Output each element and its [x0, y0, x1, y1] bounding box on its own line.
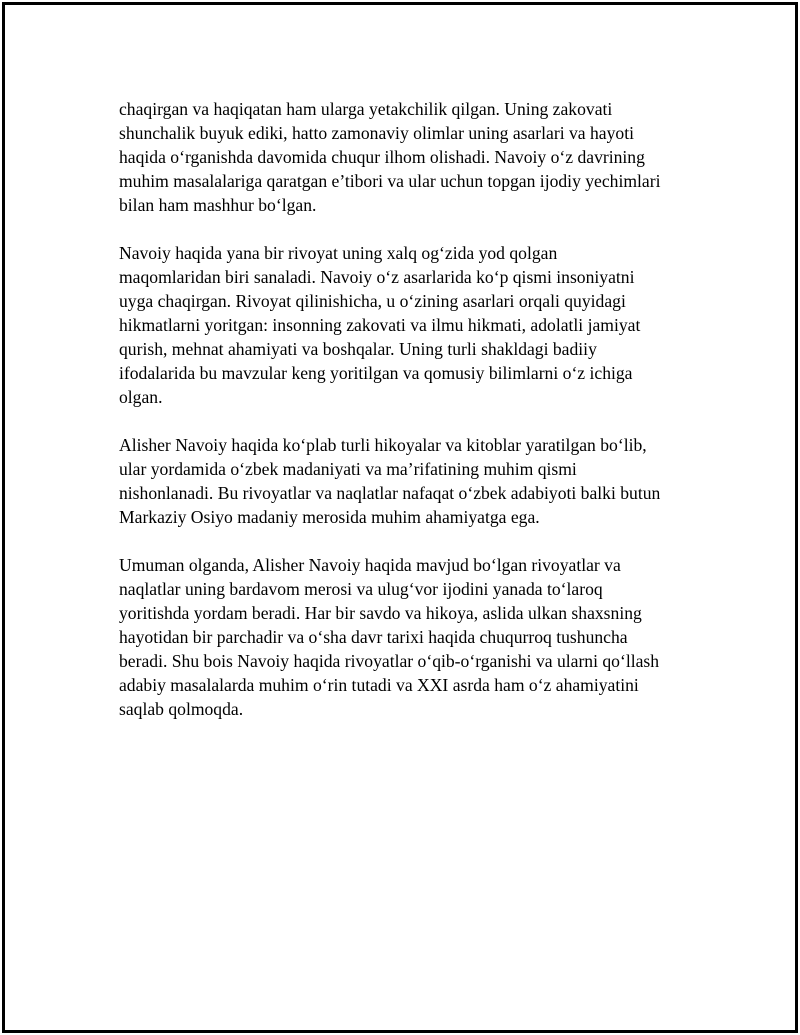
paragraph-3	[119, 433, 699, 529]
text-line: bilan ham mashhur bo‘lgan.	[119, 195, 317, 215]
text-line: muhim masalalariga qaratgan e’tibori va ular uchun topgan ijodiy yechimlari	[119, 171, 661, 191]
text-line: chaqirgan va haqiqatan ham ularga yetakchilik qilgan. Uning zakovati	[119, 99, 613, 119]
paragraph-4	[119, 553, 699, 721]
paragraph-1	[119, 97, 699, 217]
text-line: qurish, mehnat ahamiyati va boshqalar. Uning turli shakldagi badiiy	[119, 339, 597, 359]
text-line: maqomlaridan biri sanaladi. Navoiy o‘z asarlarida ko‘p qismi insoniyatni	[119, 267, 635, 287]
text-line: ular yordamida o‘zbek madaniyati va ma’rifatining muhim qismi	[119, 459, 577, 479]
page-frame	[2, 2, 798, 1033]
document-body	[119, 97, 699, 745]
text-line: nishonlanadi. Bu rivoyatlar va naqlatlar nafaqat o‘zbek adabiyoti balki butun	[119, 483, 661, 503]
text-line: naqlatlar uning bardavom merosi va ulug‘vor ijodini yanada to‘laroq	[119, 579, 603, 599]
text-line: Navoiy haqida yana bir rivoyat uning xalq og‘zida yod qolgan	[119, 243, 558, 263]
paragraph-2	[119, 241, 699, 409]
text-line: saqlab qolmoqda.	[119, 699, 244, 719]
text-line: Markaziy Osiyo madaniy merosida muhim ahamiyatga ega.	[119, 507, 540, 527]
text-line: hayotidan bir parchadir va o‘sha davr tarixi haqida chuqurroq tushuncha	[119, 627, 628, 647]
text-line: haqida o‘rganishda davomida chuqur ilhom olishadi. Navoiy o‘z davrining	[119, 147, 645, 167]
text-line: ifodalarida bu mavzular keng yoritilgan va qomusiy bilimlarni o‘z ichiga	[119, 363, 633, 383]
text-line: beradi. Shu bois Navoiy haqida rivoyatlar o‘qib-o‘rganishi va ularni qo‘llash	[119, 651, 660, 671]
text-line: adabiy masalalarda muhim o‘rin tutadi va XXI asrda ham o‘z ahamiyatini	[119, 675, 639, 695]
text-line: Umuman olganda, Alisher Navoiy haqida mavjud bo‘lgan rivoyatlar va	[119, 555, 621, 575]
text-line: hikmatlarni yoritgan: insonning zakovati va ilmu hikmati, adolatli jamiyat	[119, 315, 641, 335]
text-line: Alisher Navoiy haqida ko‘plab turli hikoyalar va kitoblar yaratilgan bo‘lib,	[119, 435, 647, 455]
text-line: yoritishda yordam beradi. Har bir savdo va hikoya, aslida ulkan shaxsning	[119, 603, 642, 623]
text-line: shunchalik buyuk ediki, hatto zamonaviy olimlar uning asarlari va hayoti	[119, 123, 634, 143]
text-line: uyga chaqirgan. Rivoyat qilinishicha, u o‘zining asarlari orqali quyidagi	[119, 291, 626, 311]
text-line: olgan.	[119, 387, 163, 407]
